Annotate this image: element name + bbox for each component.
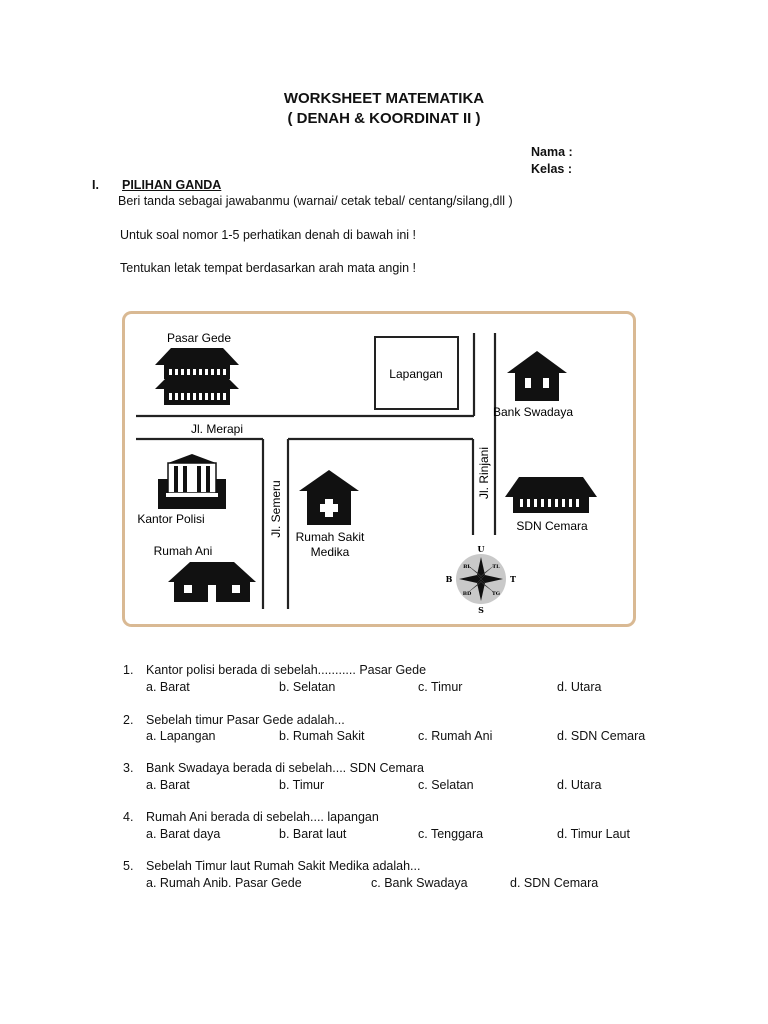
nama-label: Nama : — [531, 145, 573, 159]
denah-map — [122, 311, 636, 627]
option-a[interactable]: a. Barat — [146, 680, 190, 694]
option-d[interactable]: d. Utara — [557, 680, 602, 694]
section-number: I. — [92, 178, 99, 192]
question-number: 3. — [123, 761, 134, 775]
kantor-polisi-label: Kantor Polisi — [137, 512, 205, 526]
option-b[interactable]: b. Rumah Sakit — [279, 729, 365, 743]
question-text: Rumah Ani berada di sebelah.... lapangan — [146, 810, 379, 824]
rumah-ani-label: Rumah Ani — [153, 544, 213, 558]
kelas-label: Kelas : — [531, 162, 572, 176]
question-number: 1. — [123, 663, 134, 677]
pasar-gede-label: Pasar Gede — [166, 331, 232, 345]
option-c[interactable]: c. Selatan — [418, 778, 474, 792]
worksheet-title: WORKSHEET MATEMATIKA — [283, 90, 485, 107]
instruction-text: Beri tanda sebagai jawabanmu (warnai/ cetak tebal/ centang/silang,dll ) — [118, 194, 513, 208]
compass-bd: BD — [462, 591, 472, 597]
question-number: 5. — [123, 859, 134, 873]
question-text: Sebelah Timur laut Rumah Sakit Medika adalah... — [146, 859, 421, 873]
option-a-b[interactable]: a. Rumah Anib. Pasar Gede — [146, 876, 302, 890]
compass-tg: TG — [492, 591, 500, 597]
option-a[interactable]: a. Barat — [146, 778, 190, 792]
map-note: Untuk soal nomor 1-5 perhatikan denah di bawah ini ! — [120, 228, 417, 242]
option-c[interactable]: c. Bank Swadaya — [371, 876, 468, 890]
kantor-polisi-icon — [158, 454, 226, 509]
option-c[interactable]: c. Rumah Ani — [418, 729, 493, 743]
compass-s: S — [478, 605, 484, 615]
jl-semeru-label: Jl. Semeru — [269, 480, 283, 538]
option-d[interactable]: d. SDN Cemara — [557, 729, 646, 743]
question-text: Kantor polisi berada di sebelah........... Pasar Gede — [146, 663, 427, 677]
compass-t: T — [510, 574, 516, 584]
question-text: Sebelah timur Pasar Gede adalah... — [146, 713, 345, 727]
sdn-cemara-label: SDN Cemara — [516, 519, 588, 533]
pasar-gede-icon — [155, 348, 239, 405]
compass-bl: BL — [463, 564, 471, 570]
rumah-sakit-label-2: Medika — [310, 545, 350, 559]
jl-merapi-label: Jl. Merapi — [190, 422, 244, 436]
compass-u: U — [477, 544, 485, 554]
option-b[interactable]: b. Barat laut — [279, 827, 347, 841]
option-a[interactable]: a. Barat daya — [146, 827, 221, 841]
option-d[interactable]: d. SDN Cemara — [510, 876, 599, 890]
question-text: Bank Swadaya berada di sebelah.... SDN Cemara — [146, 761, 424, 775]
option-b[interactable]: b. Selatan — [279, 680, 336, 694]
question-number: 2. — [123, 713, 134, 727]
bank-swadaya-label: Bank Swadaya — [492, 405, 574, 419]
compass-tl: TL — [492, 564, 500, 570]
question-number: 4. — [123, 810, 134, 824]
option-a[interactable]: a. Lapangan — [146, 729, 216, 743]
option-d[interactable]: d. Utara — [557, 778, 602, 792]
lapangan-label: Lapangan — [389, 367, 443, 381]
option-b[interactable]: b. Timur — [279, 778, 325, 792]
option-c[interactable]: c. Tenggara — [418, 827, 484, 841]
worksheet-subtitle: ( DENAH & KOORDINAT II ) — [287, 110, 481, 127]
sdn-cemara-icon — [505, 477, 597, 513]
section-heading: PILIHAN GANDA — [122, 178, 222, 192]
compass-b: B — [445, 574, 453, 584]
rumah-sakit-label-1: Rumah Sakit — [295, 530, 365, 544]
option-d[interactable]: d. Timur Laut — [557, 827, 630, 841]
jl-rinjani-label: Jl. Rinjani — [477, 446, 491, 500]
option-c[interactable]: c. Timur — [418, 680, 463, 694]
direction-note: Tentukan letak tempat berdasarkan arah mata angin ! — [120, 261, 417, 275]
